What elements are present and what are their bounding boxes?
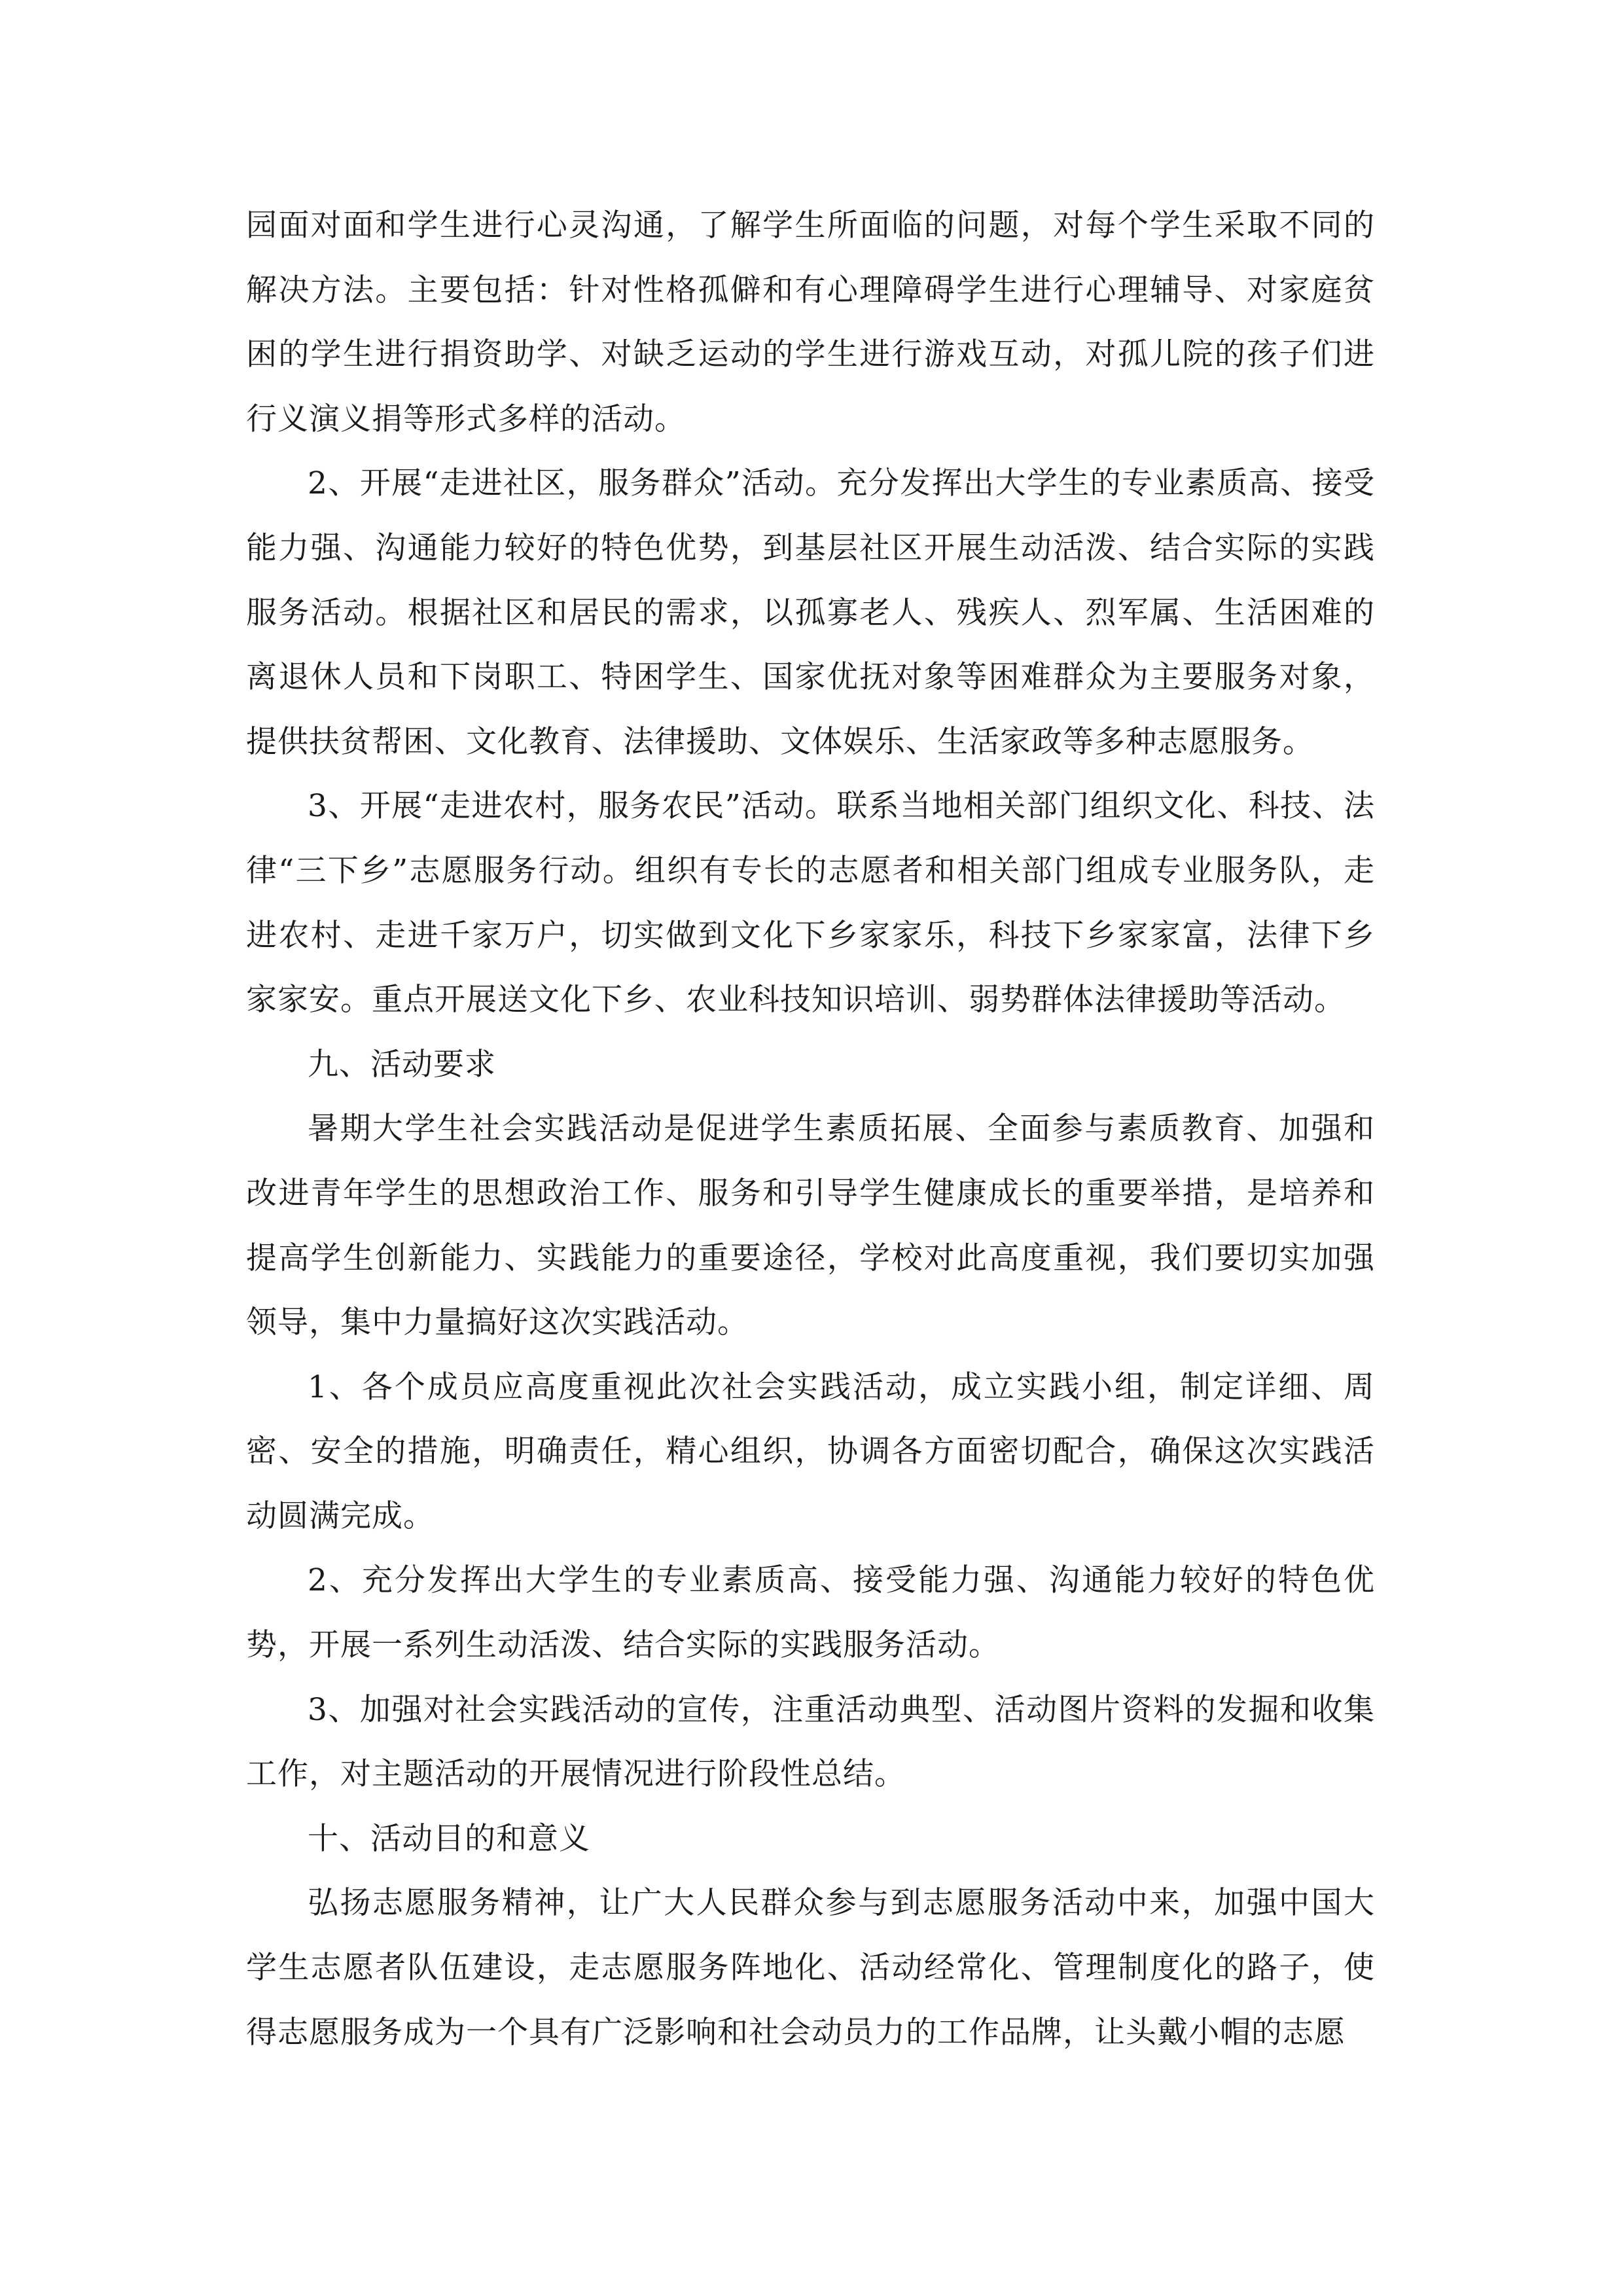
paragraph-item-3-countryside: 3、开展“走进农村，服务农民”活动。联系当地相关部门组织文化、科技、法律“三下乡”志愿服务行动。组织有专长的志愿者和相关部门组成专业服务队，走进农村、走进千家万户，切实做到文化下乡家家乐，科技下乡家家富，法律下乡家家安。重点开展送文化下乡、农业科技知识培训、弱势群体法律援助等活动。 (246, 788, 1375, 1018)
document-body (246, 194, 1375, 2065)
paragraph-continued: 园面对面和学生进行心灵沟通，了解学生所面临的问题，对每个学生采取不同的解决方法。主要包括：针对性格孤僻和有心理障碍学生进行心理辅导、对家庭贫困的学生进行捐资助学、对缺乏运动的学生进行游戏互动，对孤儿院的孩子们进行义演义捐等形式多样的活动。 (246, 207, 1375, 437)
paragraph-requirement-2: 2、充分发挥出大学生的专业素质高、接受能力强、沟通能力较好的特色优势，开展一系列生动活泼、结合实际的实践服务活动。 (246, 1562, 1375, 1664)
paragraph-requirements-intro: 暑期大学生社会实践活动是促进学生素质拓展、全面参与素质教育、加强和改进青年学生的思想政治工作、服务和引导学生健康成长的重要举措，是培养和提高学生创新能力、实践能力的重要途径，学校对此高度重视，我们要切实加强领导，集中力量搞好这次实践活动。 (246, 1111, 1375, 1341)
paragraph-requirement-1: 1、各个成员应高度重视此次社会实践活动，成立实践小组，制定详细、周密、安全的措施，明确责任，精心组织，协调各方面密切配合，确保这次实践活动圆满完成。 (246, 1369, 1375, 1534)
paragraph-requirement-3: 3、加强对社会实践活动的宣传，注重活动典型、活动图片资料的发掘和收集工作，对主题活动的开展情况进行阶段性总结。 (246, 1691, 1375, 1793)
paragraph-item-2-community: 2、开展“走进社区，服务群众”活动。充分发挥出大学生的专业素质高、接受能力强、沟通能力较好的特色优势，到基层社区开展生动活泼、结合实际的实践服务活动。根据社区和居民的需求，以孤寡老人、残疾人、烈军属、生活困难的离退休人员和下岗职工、特困学生、国家优抚对象等困难群众为主要服务对象，提供扶贫帮困、文化教育、法律援助、文体娱乐、生活家政等多种志愿服务。 (246, 465, 1375, 760)
section-heading-requirements: 九、活动要求 (308, 1046, 496, 1083)
section-heading-purpose: 十、活动目的和意义 (308, 1820, 590, 1857)
paragraph-purpose: 弘扬志愿服务精神，让广大人民群众参与到志愿服务活动中来，加强中国大学生志愿者队伍建设，走志愿服务阵地化、活动经常化、管理制度化的路子，使得志愿服务成为一个具有广泛影响和社会动员力的工作品牌，让头戴小帽的志愿 (246, 1885, 1375, 2051)
